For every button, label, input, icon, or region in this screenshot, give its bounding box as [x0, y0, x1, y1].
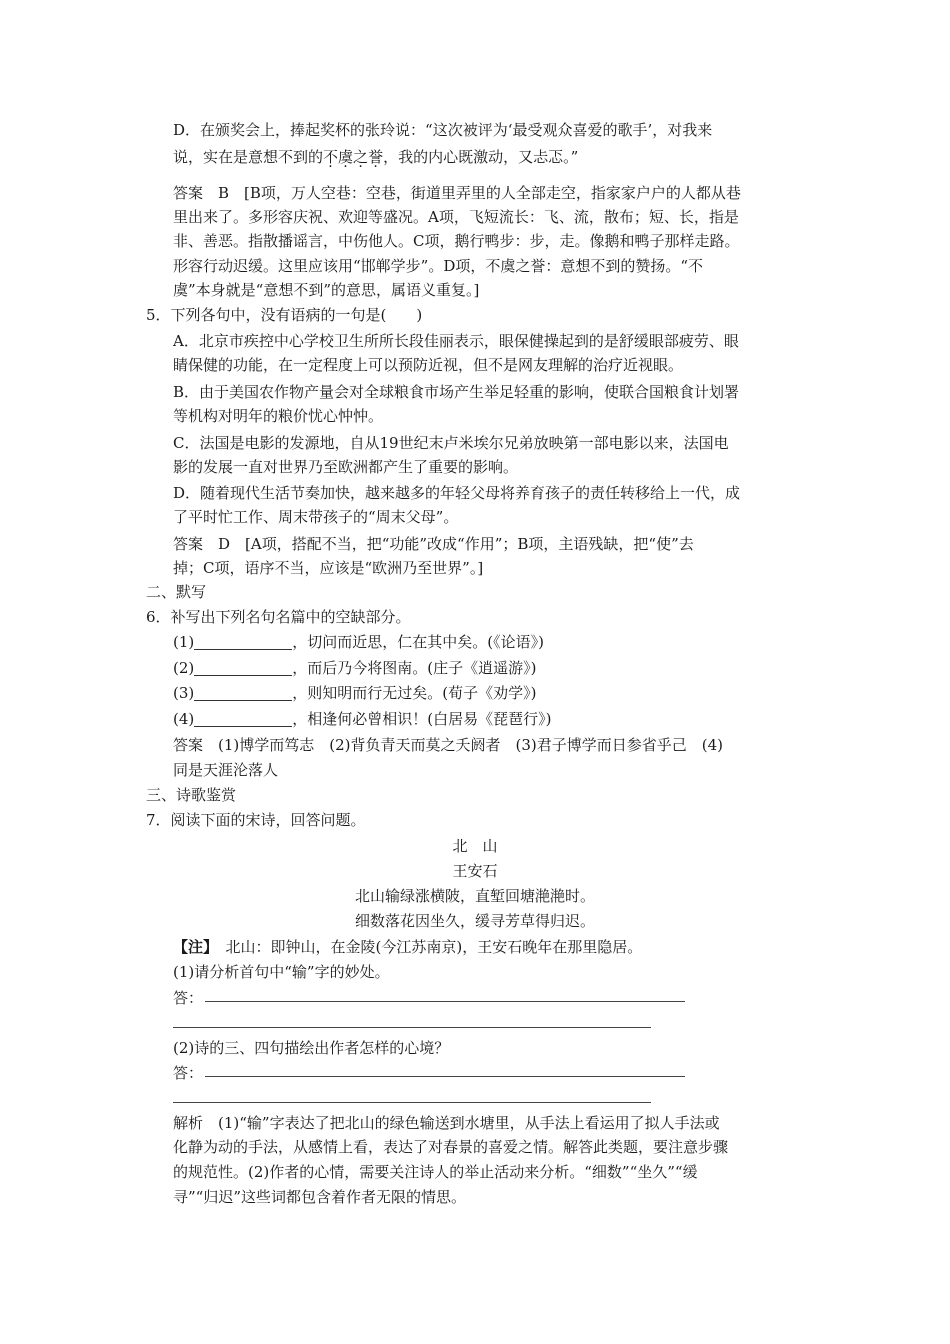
blank-line — [194, 659, 292, 676]
q6-item-3: (3) ，则知明而行无过矣。(荀子《劝学》) — [173, 684, 537, 702]
q5-answer: 答案 D [A项，搭配不当，把“功能”改成“作用”；B项，主语残缺，把“使”去 — [173, 535, 694, 553]
q5-answer: 掉；C项，语序不当，应该是“欧洲乃至世界”。] — [173, 559, 484, 577]
answer-line — [205, 1076, 685, 1077]
answer-line — [205, 1001, 685, 1002]
emphasis-char: 誉 — [368, 148, 384, 166]
q4-answer-line: 里出来了。多形容庆祝、欢迎等盛况。A项，飞短流长：飞、流，散布；短、长，指是 — [173, 208, 739, 226]
poem-author: 王安石 — [452, 862, 498, 880]
section-heading-3: 三、诗歌鉴赏 — [146, 786, 237, 804]
q6-item-4: (4) ，相逢何必曾相识！(白居易《琵琶行》) — [173, 710, 552, 728]
q7-sub-question-1: (1)请分析首句中“输”字的妙处。 — [173, 963, 390, 981]
poem-note: 【注】 北山：即钟山，在金陵(今江苏南京)，王安石晚年在那里隐居。 — [173, 938, 643, 956]
q6-item-2: (2) ，而后乃今将图南。(庄子《逍遥游》) — [173, 659, 537, 677]
q4-answer-line: 形容行动迟缓。这里应该用“邯郸学步”。D项，不虞之誉：意想不到的赞扬。“不 — [173, 257, 704, 275]
q5-option-d: 了平时忙工作、周末带孩子的“周末父母”。 — [173, 508, 459, 526]
q7-analysis: 解析 (1)“输”字表达了把北山的绿色输送到水塘里，从手法上看运用了拟人手法或 — [173, 1114, 720, 1132]
poem-line: 北山输绿涨横陂，直堑回塘滟滟时。 — [354, 887, 595, 905]
q5-option-a: A．北京市疾控中心学校卫生所所长段佳丽表示，眼保健操起到的是舒缓眼部疲劳、眼 — [173, 332, 739, 350]
blank-line — [194, 633, 292, 650]
q5-option-a: 睛保健的功能，在一定程度上可以预防近视，但不是网友理解的治疗近视眼。 — [173, 356, 684, 374]
q5-option-d: D．随着现代生活节奏加快，越来越多的年轻父母将养育孩子的责任转移给上一代，成 — [173, 484, 741, 502]
poem-line: 细数落花因坐久，缓寻芳草得归迟。 — [354, 912, 595, 930]
q6-answer: 同是天涯沦落人 — [173, 761, 279, 779]
answer-prompt: 答： — [173, 989, 204, 1007]
answer-prompt: 答： — [173, 1064, 204, 1082]
q6-stem: 6．补写出下列名句名篇中的空缺部分。 — [146, 608, 411, 626]
q5-option-c: 影的发展一直对世界乃至欧洲都产生了重要的影响。 — [173, 458, 519, 476]
q7-analysis: 化静为动的手法，从感情上看，表达了对春景的喜爱之情。解答此类题，要注意步骤 — [173, 1138, 729, 1156]
q7-analysis: 的规范性。(2)作者的心情，需要关注诗人的举止活动来分析。“细数”“坐久”“缓 — [173, 1163, 698, 1181]
q6-item-1: (1) ，切问而近思，仁在其中矣。(《论语》) — [173, 633, 544, 651]
q4-option-d-line2: 说，实在是意想不到的不虞之誉，我的内心既激动，又忐忑。” — [173, 148, 579, 166]
q5-option-b: 等机构对明年的粮价忧心忡忡。 — [173, 407, 384, 425]
answer-line — [173, 1102, 651, 1103]
q5-stem: 5．下列各句中，没有语病的一句是( ) — [146, 306, 423, 324]
q5-option-b: B．由于美国农作物产量会对全球粮食市场产生举足轻重的影响，使联合国粮食计划署 — [173, 383, 740, 401]
q7-sub-question-2: (2)诗的三、四句描绘出作者怎样的心境？ — [173, 1039, 450, 1057]
blank-line — [194, 710, 292, 727]
q4-answer-line: 虞”本身就是“意想不到”的意思，属语义重复。] — [173, 281, 480, 299]
answer-line — [173, 1027, 651, 1028]
q7-stem: 7．阅读下面的宋诗，回答问题。 — [146, 811, 366, 829]
emphasis-char: 虞 — [338, 148, 354, 166]
blank-line — [194, 684, 292, 701]
q4-answer-line: 非、善恶。指散播谣言，中伤他人。C项，鹅行鸭步：步，走。像鹅和鸭子那样走路。 — [173, 232, 740, 250]
emphasis-char: 不 — [323, 148, 339, 166]
q6-answer: 答案 (1)博学而笃志 (2)背负青天而莫之夭阏者 (3)君子博学而日参省乎己 (4) — [173, 736, 723, 754]
q4-option-d-line1: D．在颁奖会上，捧起奖杯的张玲说：“这次被评为‘最受观众喜爱的歌手’，对我来 — [173, 121, 713, 139]
emphasis-char: 之 — [353, 148, 369, 166]
q5-option-c: C．法国是电影的发源地，自从19世纪末卢米埃尔兄弟放映第一部电影以来，法国电 — [173, 434, 729, 452]
q4-answer-line: 答案 B [B项，万人空巷：空巷，街道里弄里的人全部走空，指家家户户的人都从巷 — [173, 184, 741, 202]
poem-title: 北 山 — [452, 837, 498, 855]
q7-analysis: 寻”“归迟”这些词都包含着作者无限的情思。 — [173, 1188, 467, 1206]
section-heading-2: 二、默写 — [146, 583, 207, 601]
